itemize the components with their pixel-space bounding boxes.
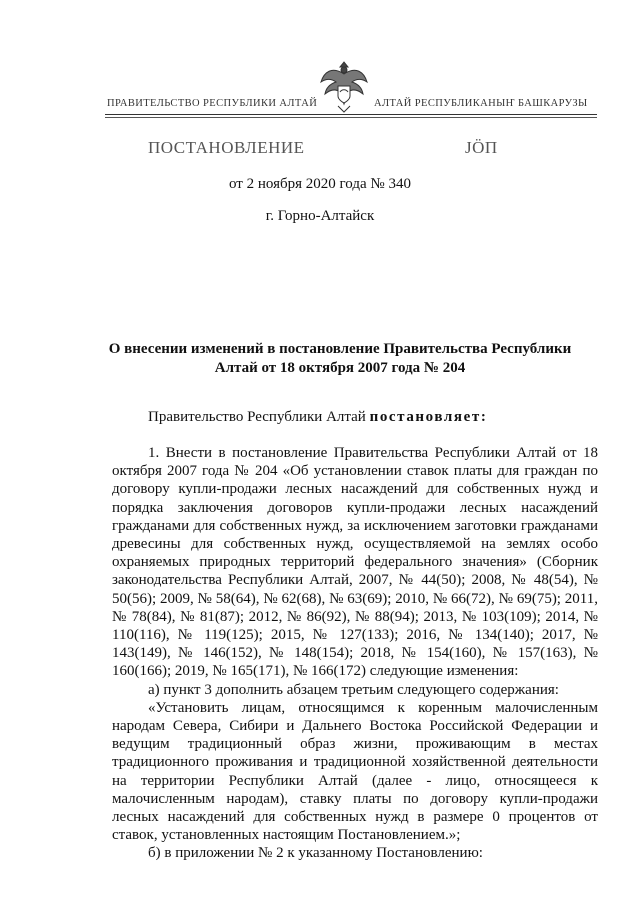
body-paragraph-2: а) пункт 3 дополнить абзацем третьим следующего содержания: [148, 681, 559, 698]
document-body [112, 444, 598, 863]
decree-action: постановляет: [369, 409, 488, 425]
document-city: г. Горно-Алтайск [265, 208, 375, 224]
body-paragraph-3: «Установить лицам, относящимся к коренным малочисленным народам Севера, Сибири и Дальнего Востока Российской Федерации и ведущим традиционный образ жизни, проживающим в местах традиционного проживания и традиционной хозяйственной деятельности на территории Республики Алтай (далее - лицо, относящееся к малочисленным народам), ставку платы по договору купли-продажи лесных насаждений для собственных нужд в размере 0 процентов от ставок, установленных настоящим Постановлением.»; [112, 699, 598, 844]
document-title-line-1: О внесении изменений в постановление Правительства Республики [108, 341, 572, 357]
document-date-number: от 2 ноября 2020 года № 340 [229, 176, 411, 192]
org-name-altai: АЛТАЙ РЕСПУБЛИКАНЫҤ БАШКАРУЗЫ [374, 98, 588, 109]
eagle-coat-of-arms-icon [318, 58, 370, 114]
doctype-russian: ПОСТАНОВЛЕНИЕ [148, 138, 305, 157]
document-title-line-2: Алтай от 18 октября 2007 года № 204 [214, 360, 466, 376]
decree-intro: Правительство Республики Алтай [148, 409, 370, 425]
document-title [100, 340, 580, 378]
doctype-altai: ЈӦП [465, 138, 498, 157]
org-name-russian: ПРАВИТЕЛЬСТВО РЕСПУБЛИКИ АЛТАЙ [107, 98, 318, 109]
body-paragraph-4: б) в приложении № 2 к указанному Постановлению: [148, 845, 483, 862]
header-rule-thick [105, 114, 597, 115]
decree-statement [148, 409, 487, 426]
body-paragraph-1: 1. Внести в постановление Правительства Республики Алтай от 18 октября 2007 года № 204 «Об установлении ставок платы для граждан по договору купли-продажи лесных насаждений для собственных нужд и порядка заключения договоров купли-продажи лесных насаждений гражданами для собственных нужд, за исключением заготовки гражданами древесины для собственных нужд, осуществляемой на землях особо охраняемых природных территорий федерального значения» (Сборник законодательства Республики Алтай, 2007, № 44(50); 2008, № 48(54), № 50(56); 2009, № 58(64), № 62(68), № 63(69); 2010, № 66(72), № 69(75); 2011, № 78(84), № 81(87); 2012, № 86(92), № 88(94); 2013, № 103(109); 2014, № 110(116), № 119(125); 2015, № 127(133); 2016, № 134(140); 2017, № 143(149), № 146(152), № 148(154); 2018, № 154(160), № 157(163), № 160(166); 2019, № 165(171), № 166(172) следующие изменения: [112, 445, 598, 680]
header-rule-thin [105, 117, 597, 118]
